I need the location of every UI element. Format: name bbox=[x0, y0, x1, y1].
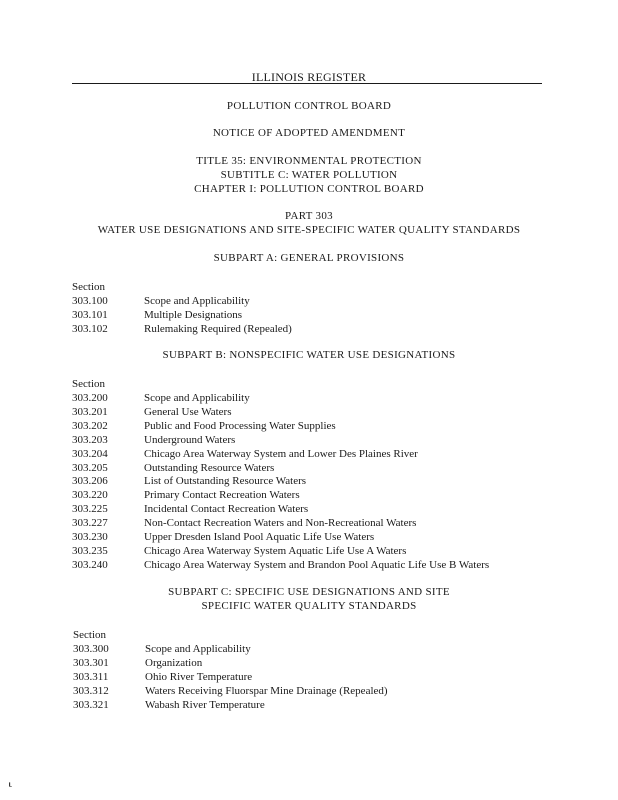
section-number: 303.205 bbox=[72, 461, 108, 474]
section-number: 303.220 bbox=[72, 489, 108, 502]
scan-mark: ⸤ bbox=[8, 774, 13, 788]
part-number: PART 303 bbox=[285, 210, 333, 222]
section-number: 303.312 bbox=[73, 685, 109, 697]
title-line: TITLE 35: ENVIRONMENTAL PROTECTION bbox=[196, 155, 422, 167]
subpart-a-heading: SUBPART A: GENERAL PROVISIONS bbox=[213, 252, 405, 264]
part-title: WATER USE DESIGNATIONS AND SITE-SPECIFIC WATER QUALITY STANDARDS bbox=[97, 224, 521, 236]
section-title: Wabash River Temperature bbox=[145, 699, 265, 711]
section-title: List of Outstanding Resource Waters bbox=[144, 475, 307, 488]
header-rule bbox=[72, 83, 542, 84]
section-number: 303.102 bbox=[72, 323, 108, 335]
section-title: Waters Receiving Fluorspar Mine Drainage (Repealed) bbox=[145, 685, 388, 697]
section-label: Section bbox=[72, 281, 105, 293]
section-label: Section bbox=[72, 378, 105, 390]
section-title: Rulemaking Required (Repealed) bbox=[144, 323, 292, 335]
register-title: ILLINOIS REGISTER bbox=[251, 70, 367, 84]
section-number: 303.203 bbox=[72, 433, 108, 446]
section-title: Organization bbox=[145, 657, 203, 669]
subtitle-line: SUBTITLE C: WATER POLLUTION bbox=[220, 169, 398, 181]
section-title: Non-Contact Recreation Waters and Non-Recreational Waters bbox=[144, 517, 417, 530]
section-number: 303.204 bbox=[72, 447, 108, 460]
chapter-line: CHAPTER I: POLLUTION CONTROL BOARD bbox=[194, 183, 424, 195]
section-number: 303.227 bbox=[72, 517, 108, 530]
section-title: Scope and Applicability bbox=[144, 392, 250, 404]
section-title: General Use Waters bbox=[144, 405, 232, 418]
section-number: 303.100 bbox=[72, 295, 108, 307]
section-number: 303.300 bbox=[73, 643, 109, 655]
section-title: Multiple Designations bbox=[144, 309, 243, 321]
section-number: 303.201 bbox=[72, 405, 108, 418]
board-name: POLLUTION CONTROL BOARD bbox=[226, 100, 392, 112]
section-title: Ohio River Temperature bbox=[145, 671, 253, 683]
section-title: Public and Food Processing Water Supplies bbox=[144, 419, 336, 432]
section-title: Scope and Applicability bbox=[145, 643, 251, 655]
section-number: 303.202 bbox=[72, 419, 108, 432]
subpart-b-heading: SUBPART B: NONSPECIFIC WATER USE DESIGNATIONS bbox=[162, 349, 456, 361]
section-title: Chicago Area Waterway System and Lower Des Plaines River bbox=[144, 447, 418, 460]
section-title: Chicago Area Waterway System and Brandon Pool Aquatic Life Use B Waters bbox=[144, 558, 490, 571]
notice-title: NOTICE OF ADOPTED AMENDMENT bbox=[212, 127, 406, 139]
section-title: Upper Dresden Island Pool Aquatic Life Use Waters bbox=[144, 531, 375, 543]
section-title: Chicago Area Waterway System Aquatic Life Use A Waters bbox=[144, 544, 407, 557]
section-number: 303.206 bbox=[72, 475, 108, 488]
section-number: 303.225 bbox=[72, 503, 108, 516]
section-title: Incidental Contact Recreation Waters bbox=[144, 503, 309, 516]
section-number: 303.235 bbox=[72, 544, 108, 557]
section-number: 303.240 bbox=[72, 558, 108, 571]
section-number: 303.301 bbox=[73, 657, 109, 669]
subpart-c-heading-line2: SPECIFIC WATER QUALITY STANDARDS bbox=[201, 600, 417, 612]
section-number: 303.230 bbox=[72, 531, 108, 543]
subpart-c-heading-line1: SUBPART C: SPECIFIC USE DESIGNATIONS AND SITE bbox=[168, 586, 450, 598]
section-number: 303.200 bbox=[72, 392, 108, 404]
section-title: Underground Waters bbox=[144, 433, 236, 446]
section-number: 303.311 bbox=[73, 671, 109, 683]
section-title: Scope and Applicability bbox=[144, 295, 250, 307]
section-label: Section bbox=[73, 629, 106, 641]
section-number: 303.321 bbox=[73, 699, 109, 711]
section-number: 303.101 bbox=[72, 309, 108, 321]
section-title: Outstanding Resource Waters bbox=[144, 461, 275, 474]
section-title: Primary Contact Recreation Waters bbox=[144, 489, 300, 502]
